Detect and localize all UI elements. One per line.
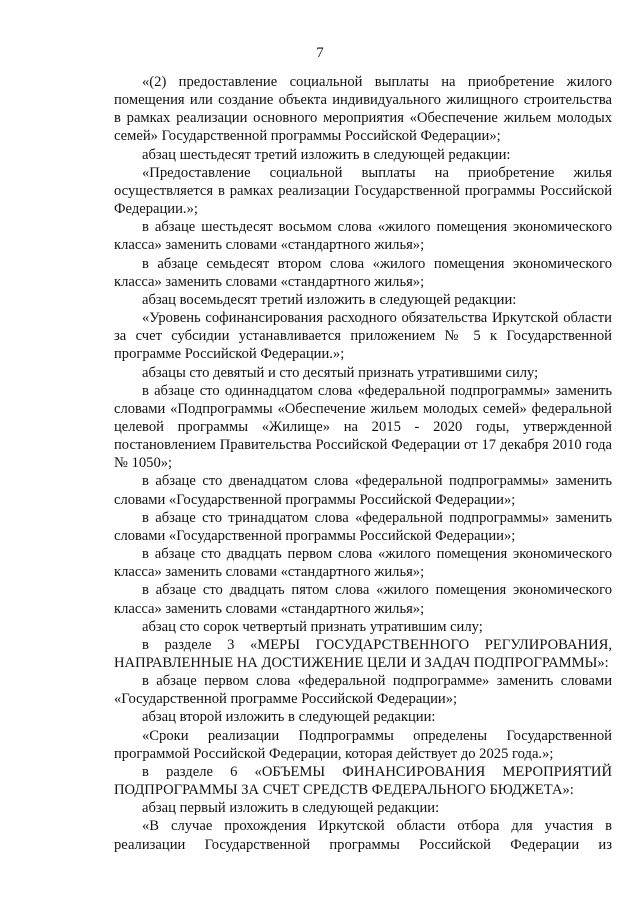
paragraph: абзац сто сорок четвертый признать утратившим силу; xyxy=(142,618,483,635)
paragraph: «Предоставление социальной выплаты на приобретение жилья осуществляется в рамках реализации Государственной программы Российской Федерации.»; xyxy=(114,164,612,218)
paragraph: в абзаце семьдесят втором слова «жилого помещения экономического класса» заменить словами «стандартного жилья»; xyxy=(114,255,612,290)
paragraph: в абзаце первом слова «федеральной подпрограмме» заменить словами «Государственной программе Российской Федерации»; xyxy=(114,673,612,708)
paragraph: «В случае прохождения Иркутской области отбора для участия в реализации Государственной программы Российской Федерации из xyxy=(114,818,612,853)
paragraph: в разделе 6 «ОБЪЕМЫ ФИНАНСИРОВАНИЯ МЕРОПРИЯТИЙ ПОДПРОГРАММЫ ЗА СЧЕТ СРЕДСТВ ФЕДЕРАЛЬНОГО БЮДЖЕТА»: xyxy=(114,763,612,799)
paragraph: абзац шестьдесят третий изложить в следующей редакции: xyxy=(142,146,511,163)
paragraph: абзац первый изложить в следующей редакции: xyxy=(142,800,440,817)
document-body xyxy=(114,73,612,854)
paragraph: «Уровень софинансирования расходного обязательства Иркутской области за счет субсидии устанавливается приложением № 5 к Государственной программе Российской Федерации.»; xyxy=(114,310,612,363)
paragraph: в абзаце сто двадцать пятом слова «жилого помещения экономического класса» заменить словами «стандартного жилья»; xyxy=(114,582,612,617)
paragraph: в абзаце сто одиннадцатом слова «федеральной подпрограммы» заменить словами «Подпрограммы «Обеспечение жильем молодых семей» федеральной целевой программы «Жилище» на 2015 - 2020 годы, утвержденной постановлением Правительства Российской Федерации от 17 декабря 2010 года № 1050»; xyxy=(114,382,612,472)
paragraph: абзацы сто девятый и сто десятый признать утратившими силу; xyxy=(142,364,539,381)
paragraph: в абзаце шестьдесят восьмом слова «жилого помещения экономического класса» заменить словами «стандартного жилья»; xyxy=(114,219,612,254)
paragraph: «Сроки реализации Подпрограммы определены Государственной программой Российской Федерации, которая действует до 2025 года.»; xyxy=(114,727,612,762)
paragraph: в абзаце сто двенадцатом слова «федеральной подпрограммы» заменить словами «Государственной программы Российской Федерации»; xyxy=(114,473,612,508)
paragraph: в разделе 3 «МЕРЫ ГОСУДАРСТВЕННОГО РЕГУЛИРОВАНИЯ, НАПРАВЛЕННЫЕ НА ДОСТИЖЕНИЕ ЦЕЛИ И ЗАДАЧ ПОДПРОГРАММЫ»: xyxy=(114,636,612,671)
paragraph: в абзаце сто тринадцатом слова «федеральной подпрограммы» заменить словами «Государственной программы Российской Федерации»; xyxy=(114,509,612,544)
paragraph: абзац восемьдесят третий изложить в следующей редакции: xyxy=(142,291,517,308)
paragraph: в абзаце сто двадцать первом слова «жилого помещения экономического класса» заменить словами «стандартного жилья»; xyxy=(114,546,612,581)
paragraph: «(2) предоставление социальной выплаты на приобретение жилого помещения или создание объекта индивидуального жилищного строительства в рамках реализации основного мероприятия «Обеспечение жильем молодых семей» Государственной программы Российской Федерации»; xyxy=(114,74,612,145)
page-number: 7 xyxy=(316,45,324,61)
paragraph: абзац второй изложить в следующей редакции: xyxy=(142,709,436,726)
